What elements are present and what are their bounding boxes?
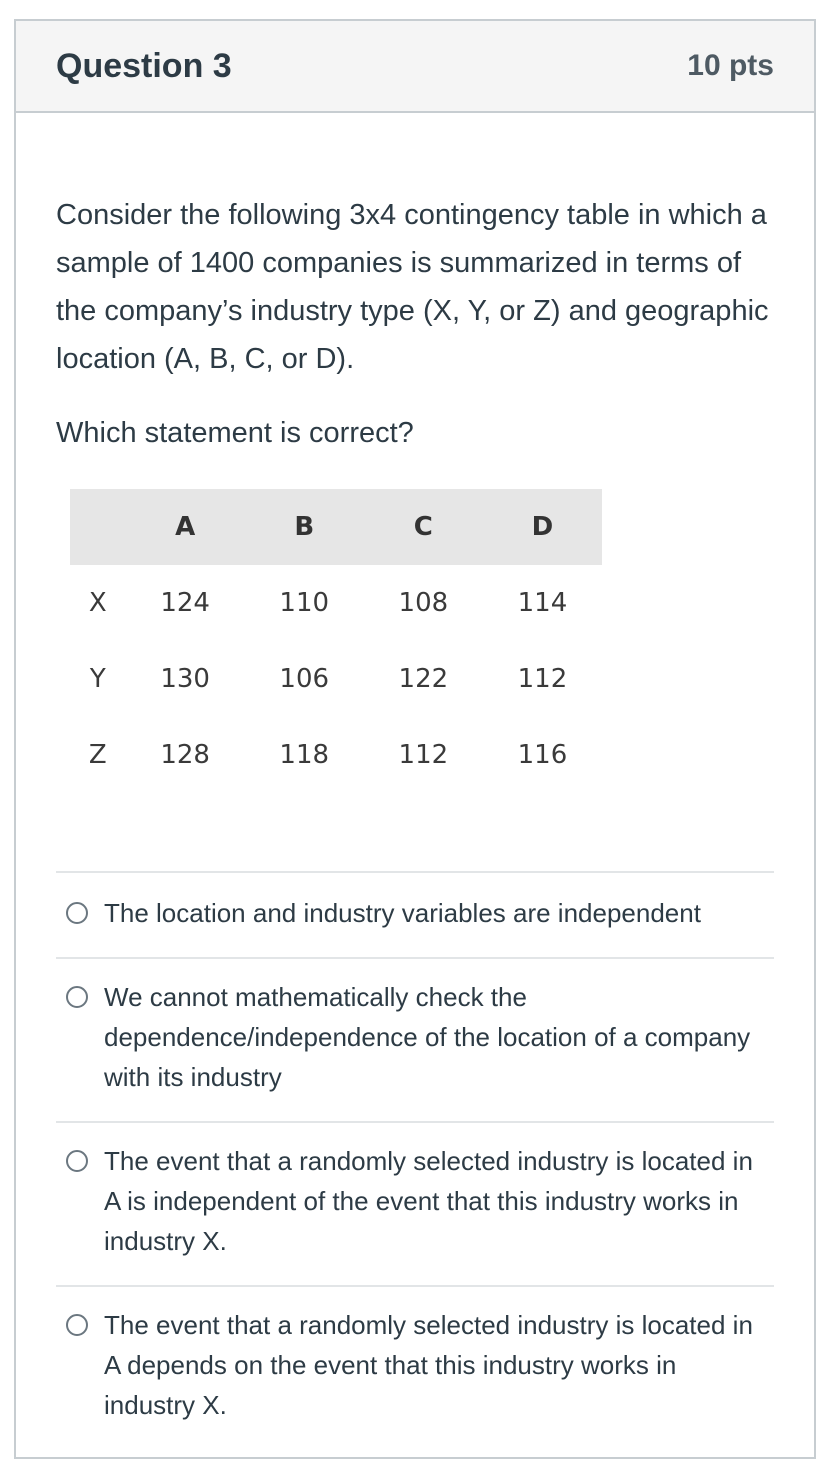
column-header: C: [413, 512, 433, 542]
column-header: A: [175, 512, 196, 542]
table-cell: 116: [517, 740, 568, 770]
points-label: 10 pts: [687, 49, 774, 82]
table-row: [70, 565, 602, 641]
table-cell: 124: [160, 588, 210, 618]
question-header: [16, 21, 814, 113]
column-header: B: [294, 512, 315, 542]
answer-option-2[interactable]: [56, 957, 774, 1121]
row-label: Y: [89, 664, 106, 694]
question-body: [16, 113, 814, 1449]
table-row: [70, 717, 602, 793]
answer-label[interactable]: We cannot mathematically check the dependence/independence of the location of a company with its industry: [104, 982, 751, 1092]
answer-label[interactable]: The event that a randomly selected industry is located in A depends on the event that this industry works in industry X.: [104, 1310, 753, 1420]
radio-button[interactable]: [66, 1150, 88, 1172]
answer-list: [56, 871, 774, 1449]
question-prompt: Consider the following 3x4 contingency table in which a sample of 1400 companies is summarized in terms of the company’s industry type (X, Y, or Z) and geographic location (A, B, C, or D).: [56, 199, 769, 375]
answer-option-4[interactable]: [56, 1285, 774, 1449]
question-text: Which statement is correct?: [56, 417, 414, 449]
table-cell: 114: [517, 588, 568, 618]
table-cell: 118: [279, 740, 330, 770]
table-cell: 128: [160, 740, 210, 770]
table-cell: 110: [279, 588, 330, 618]
column-header: D: [531, 512, 554, 542]
row-label: Z: [88, 740, 107, 770]
question-title: Question 3: [56, 46, 232, 85]
table-cell: 108: [398, 588, 449, 618]
radio-button[interactable]: [66, 1314, 88, 1336]
answer-option-3[interactable]: [56, 1121, 774, 1285]
table-cell: 122: [398, 664, 449, 694]
table-cell: 106: [279, 664, 330, 694]
contingency-table: [70, 489, 602, 793]
answer-label[interactable]: The location and industry variables are independent: [104, 898, 701, 928]
table-header-row: [70, 489, 602, 565]
row-label: X: [88, 588, 107, 618]
radio-button[interactable]: [66, 986, 88, 1008]
table-cell: 130: [160, 664, 210, 694]
radio-button[interactable]: [66, 902, 88, 924]
answer-label[interactable]: The event that a randomly selected industry is located in A is independent of the event that this industry works in industry X.: [104, 1146, 753, 1256]
answer-option-1[interactable]: [56, 871, 774, 957]
question-card: [14, 19, 816, 1459]
table-cell: 112: [517, 664, 568, 694]
table-row: [70, 641, 602, 717]
table-cell: 112: [398, 740, 449, 770]
